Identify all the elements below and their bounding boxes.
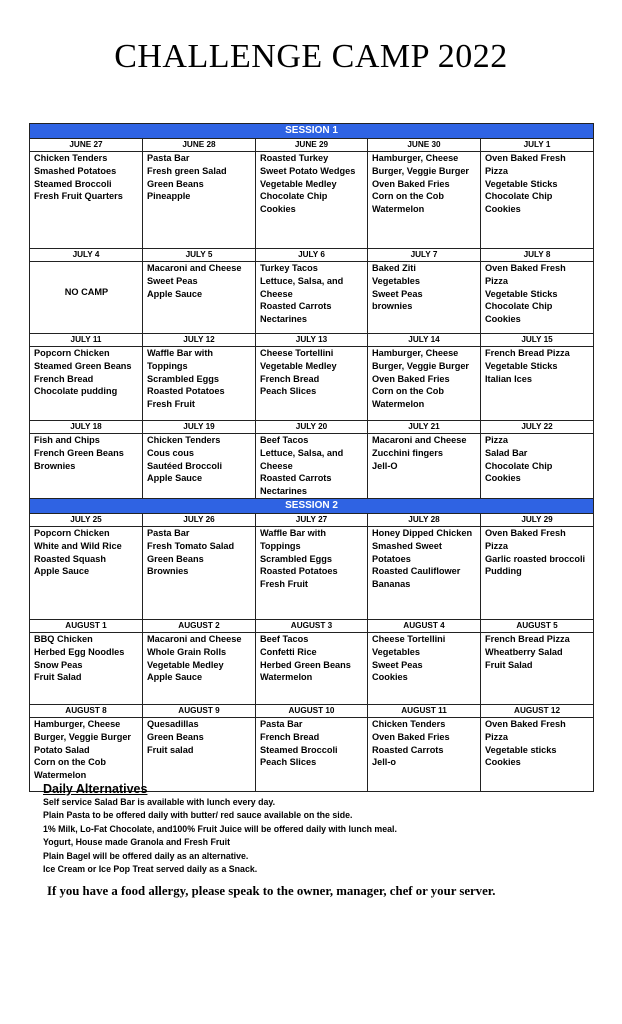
menu-item: Pudding [485,566,522,577]
menu-item: Herbed Egg Noodles [34,646,125,657]
menu-item: French Bread [260,731,320,742]
week-row [30,619,594,704]
menu-item: Steamed Green Beans [34,360,132,371]
menu-item: Chicken Tenders [147,435,221,445]
menu-item: Fish and Chips [34,435,100,445]
menu-item: Watermelon [260,672,313,683]
day-date: JULY 20 [256,421,367,434]
day-date: JULY 11 [30,334,142,347]
menu-item: Fruit Salad [34,672,82,683]
menu-item: Vegetable Sticks [485,360,558,371]
day-cell [256,249,368,334]
menu-item: Cheese [260,288,293,299]
menu-item: Apple Sauce [147,672,203,683]
day-cell [143,704,256,791]
menu-item: Steamed Broccoli [34,178,112,189]
day-cell [481,139,594,249]
week-row [30,334,594,421]
day-date: JULY 19 [143,421,255,434]
day-cell [143,139,256,249]
day-date: JULY 12 [143,334,255,347]
day-date: JUNE 29 [256,139,367,152]
menu-item: Fresh Fruit [147,399,195,410]
menu-item: Nectarines [260,314,307,325]
day-cell [481,334,594,421]
menu-item: French Bread Pizza [485,348,570,358]
day-cell [30,334,143,421]
day-cell [368,139,481,249]
menu-item: Vegetable Sticks [485,178,558,189]
menu-item: Chocolate Chip [485,460,553,471]
menu-item: Vegetables [372,275,421,286]
day-cell [481,249,594,334]
menu-item: Smashed Sweet [372,540,442,551]
menu-item: Garlic roasted broccoli [485,553,586,564]
day-cell [368,619,481,704]
menu-item: Fruit Salad [485,659,533,670]
day-date: JULY 28 [368,514,480,527]
menu-item: Toppings [147,360,188,371]
menu-item: Vegetable Medley [147,659,224,670]
menu-item: Corn on the Cob [372,386,444,397]
day-cell [143,249,256,334]
day-date: JUNE 28 [143,139,255,152]
day-date: JULY 8 [481,249,593,262]
menu-item: Vegetable Sticks [485,288,558,299]
menu-item: Watermelon [34,770,87,781]
menu-item: Roasted Potatoes [147,386,225,397]
menu-item: Sweet Peas [372,659,423,670]
day-date: AUGUST 1 [30,620,142,633]
menu-item: Brownies [34,460,76,471]
day-date: JULY 18 [30,421,142,434]
day-cell [368,513,481,619]
menu-item: Green Beans [147,178,204,189]
menu-item: Oven Baked Fries [372,373,450,384]
menu-item: Hamburger, Cheese [372,348,459,358]
day-cell [30,704,143,791]
menu-table [29,123,594,792]
day-cell [368,704,481,791]
menu-item: Pizza [485,435,508,445]
menu-item: Oven Baked Fries [372,731,450,742]
menu-item: Sweet Potato Wedges [260,165,356,176]
day-date: AUGUST 5 [481,620,593,633]
menu-item: Jell-o [372,757,396,768]
menu-item: Whole Grain Rolls [147,646,227,657]
menu-item: Cheese Tortellini [260,348,334,358]
menu-item: Fruit salad [147,744,194,755]
menu-item: Pizza [485,540,508,551]
menu-item: Cookies [485,204,521,215]
menu-item: Pasta Bar [147,527,190,538]
day-date: JULY 1 [481,139,593,152]
menu-item: Waffle Bar with [260,527,327,538]
menu-item: Cookies [485,314,521,325]
menu-item: Roasted Turkey [260,153,329,163]
menu-item: Sautéed Broccoli [147,460,223,471]
day-date: AUGUST 2 [143,620,255,633]
menu-item: Lettuce, Salsa, and [260,275,344,286]
menu-item: Potatoes [372,553,411,564]
day-date: AUGUST 11 [368,705,480,718]
day-date: AUGUST 10 [256,705,367,718]
menu-item: Burger, Veggie Burger [372,360,470,371]
day-cell [256,619,368,704]
day-cell [143,513,256,619]
session-header [30,124,594,139]
menu-item: Oven Baked Fresh [485,527,566,538]
day-cell [143,334,256,421]
menu-item: Waffle Bar with [147,348,214,358]
menu-item: Roasted Potatoes [260,566,338,577]
menu-item: Pizza [485,165,508,176]
menu-item: Chicken Tenders [34,153,108,163]
menu-item: Roasted Carrots [260,473,332,484]
session-label: SESSION 2 [30,498,594,513]
day-date: JULY 25 [30,514,142,527]
menu-item: Vegetable Medley [260,178,337,189]
menu-item: Peach Slices [260,386,317,397]
menu-item: Green Beans [147,553,204,564]
menu-item: Brownies [147,566,189,577]
day-date: JULY 29 [481,514,593,527]
menu-item: French Bread [34,373,94,384]
alternative-line: Yogurt, House made Granola and Fresh Fruit [43,837,231,848]
day-cell [256,139,368,249]
day-cell [30,421,143,499]
menu-item: Watermelon [372,204,425,215]
menu-item: French Bread [260,373,320,384]
menu-item: Chocolate pudding [34,386,118,397]
menu-item: French Bread Pizza [485,633,570,644]
menu-item: Cookies [485,757,521,768]
menu-item: Oven Baked Fresh [485,718,566,729]
menu-item: Corn on the Cob [34,757,106,768]
menu-item: Fresh Fruit [260,579,308,590]
menu-item: Roasted Carrots [260,301,332,312]
menu-item: Chicken Tenders [372,718,446,729]
menu-item: Scrambled Eggs [147,373,219,384]
menu-item: Macaroni and Cheese [147,263,242,273]
week-row [30,249,594,334]
menu-item: Cookies [485,473,521,484]
day-cell [368,249,481,334]
day-date: JUNE 30 [368,139,480,152]
menu-item: Sweet Peas [372,288,423,299]
menu-item: Bananas [372,579,411,590]
day-cell [481,513,594,619]
day-cell [143,619,256,704]
day-cell [30,619,143,704]
menu-item: Baked Ziti [372,263,416,273]
menu-item: Chocolate Chip [485,191,553,202]
day-cell [481,704,594,791]
page-title: CHALLENGE CAMP 2022 [114,38,508,75]
menu-item: Roasted Cauliflower [372,566,461,577]
menu-item: Honey Dipped Chicken [372,527,473,538]
daily-alternatives-list [43,796,603,876]
menu-item: Pasta Bar [147,153,190,163]
day-date: AUGUST 12 [481,705,593,718]
day-date: AUGUST 9 [143,705,255,718]
menu-item: Quesadillas [147,718,199,729]
menu-item: Nectarines [260,486,307,497]
allergy-note: If you have a food allergy, please speak to the owner, manager, chef or your server. [47,884,496,898]
day-date: AUGUST 8 [30,705,142,718]
menu-item: Cheese Tortellini [372,633,446,644]
day-date: JULY 27 [256,514,367,527]
menu-item: Turkey Tacos [260,263,318,273]
day-cell [256,513,368,619]
week-row [30,421,594,499]
menu-item: Beef Tacos [260,435,309,445]
day-cell [256,704,368,791]
menu-item: Confetti Rice [260,646,317,657]
menu-item: Herbed Green Beans [260,659,351,670]
day-date: JULY 15 [481,334,593,347]
menu-item: Chocolate Chip [260,191,328,202]
day-date: JULY 4 [30,249,142,262]
menu-item: Peach Slices [260,757,317,768]
menu-item: Watermelon [372,399,425,410]
menu-item: Burger, Veggie Burger [34,731,132,742]
menu-item: Salad Bar [485,447,528,458]
menu-item: Apple Sauce [147,473,203,484]
menu-item: Scrambled Eggs [260,553,332,564]
menu-item: Fresh Tomato Salad [147,540,235,551]
day-date: JULY 7 [368,249,480,262]
menu-item: Beef Tacos [260,633,309,644]
day-date: JULY 21 [368,421,480,434]
menu-item: Green Beans [147,731,204,742]
day-date: JULY 14 [368,334,480,347]
day-cell [30,139,143,249]
day-date: JULY 6 [256,249,367,262]
menu-item: Chocolate Chip [485,301,553,312]
menu-item: Oven Baked Fresh [485,153,566,163]
menu-item: Wheatberry Salad [485,646,563,657]
menu-item: Corn on the Cob [372,191,444,202]
alternative-line: Ice Cream or Ice Pop Treat served daily as a Snack. [43,864,258,875]
menu-item: BBQ Chicken [34,633,93,644]
menu-item: Oven Baked Fresh [485,263,566,273]
menu-item: Hamburger, Cheese [34,718,121,729]
menu-item: Zucchini fingers [372,447,443,458]
menu-item: Toppings [260,540,301,551]
menu-item: brownies [372,301,413,312]
menu-item: Snow Peas [34,659,83,670]
day-cell [143,421,256,499]
day-cell [481,619,594,704]
day-cell [256,334,368,421]
day-cell [30,513,143,619]
menu-item: Apple Sauce [34,566,90,577]
menu-item: Macaroni and Cheese [372,435,467,445]
alternative-line: 1% Milk, Lo-Fat Chocolate, and100% Fruit Juice will be offered daily with lunch meal. [43,823,397,834]
day-cell [368,334,481,421]
session-label: SESSION 1 [30,124,594,139]
menu-item: Hamburger, Cheese [372,153,459,163]
week-row [30,513,594,619]
menu-item: White and Wild Rice [34,540,122,551]
menu-item: French Green Beans [34,447,124,458]
menu-item: Cookies [372,672,408,683]
menu-item: Cous cous [147,447,194,458]
day-date: JULY 26 [143,514,255,527]
day-date: JUNE 27 [30,139,142,152]
menu-item: Roasted Carrots [372,744,444,755]
menu-item: Popcorn Chicken [34,348,110,358]
day-date: JULY 22 [481,421,593,434]
menu-item: Popcorn Chicken [34,527,110,538]
menu-item: Vegetable sticks [485,744,557,755]
session-header [30,498,594,513]
alternative-line: Plain Pasta to be offered daily with butter/ red sauce available on the side. [43,810,353,821]
menu-item: Burger, Veggie Burger [372,165,470,176]
menu-item: Sweet Peas [147,275,198,286]
day-date: AUGUST 3 [256,620,367,633]
week-row [30,139,594,249]
menu-item: Italian Ices [485,373,532,384]
day-cell [30,249,143,334]
menu-item: Cheese [260,460,293,471]
menu-item: Smashed Potatoes [34,165,117,176]
menu-item: Cookies [260,204,296,215]
menu-item: Fresh Fruit Quarters [34,191,123,202]
menu-item: Lettuce, Salsa, and [260,447,344,458]
menu-item: Apple Sauce [147,288,203,299]
day-date: JULY 13 [256,334,367,347]
daily-alternatives [43,782,603,876]
no-camp-note: NO CAMP [64,287,109,297]
day-date: JULY 5 [143,249,255,262]
menu-item: Roasted Squash [34,553,106,564]
alternative-line: Plain Bagel will be offered daily as an alternative. [43,850,249,861]
menu-item: Steamed Broccoli [260,744,338,755]
menu-item: Pineapple [147,191,191,202]
week-row [30,704,594,791]
day-date: AUGUST 4 [368,620,480,633]
menu-item: Vegetables [372,646,421,657]
day-cell [481,421,594,499]
alternative-line: Self service Salad Bar is available with lunch every day. [43,797,276,807]
menu-item: Oven Baked Fries [372,178,450,189]
daily-alternatives-heading: Daily Alternatives [43,782,148,796]
menu-item: Vegetable Medley [260,360,337,371]
day-cell [256,421,368,499]
day-cell [368,421,481,499]
menu-item: Pizza [485,731,508,742]
menu-item: Potato Salad [34,744,90,755]
menu-item: Pizza [485,275,508,286]
menu-item: Macaroni and Cheese [147,633,242,644]
menu-item: Jell-O [372,460,398,471]
menu-item: Fresh green Salad [147,165,227,176]
menu-item: Pasta Bar [260,718,303,729]
